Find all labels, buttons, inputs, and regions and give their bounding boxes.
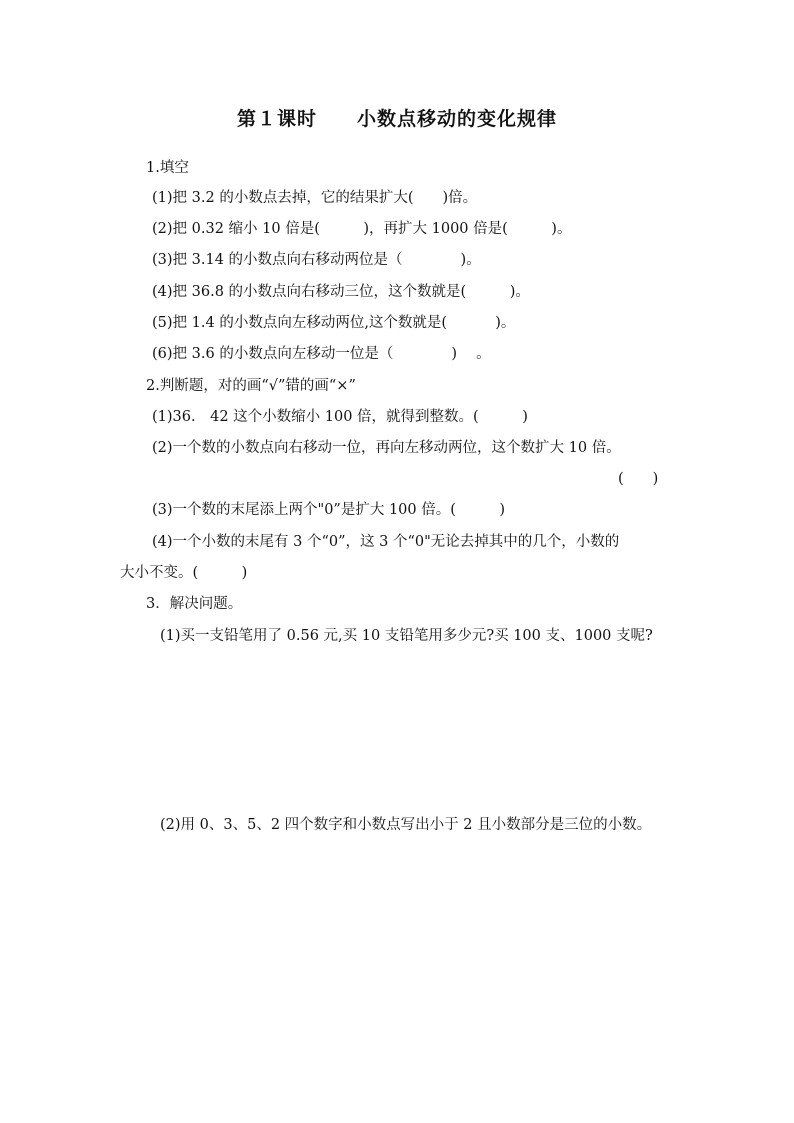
fill-item-4: (4)把 36.8 的小数点向右移动三位，这个数就是( )。: [152, 284, 530, 300]
section-2-heading: 2.判断题，对的画“√”错的画“×”: [146, 378, 356, 394]
judge-item-2-answer-paren: ( ): [618, 471, 659, 487]
fill-item-1: (1)把 3.2 的小数点去掉，它的结果扩大( )倍。: [152, 190, 478, 206]
problem-item-1: (1)买一支铅笔用了 0.56 元,买 10 支铅笔用多少元?买 100 支、1000 支呢?: [160, 628, 653, 644]
fill-item-6: (6)把 3.6 的小数点向左移动一位是（ ) 。: [152, 346, 491, 362]
section-1-heading: 1.填空: [146, 160, 189, 176]
judge-item-4-line-1: (4)一个小数的末尾有 3 个“0”，这 3 个“0"无论去掉其中的几个，小数的: [152, 534, 620, 550]
page-title: 第１课时 小数点移动的变化规律: [236, 108, 557, 130]
section-3-heading: 3．解决问题。: [146, 596, 243, 612]
problem-item-2: (2)用 0、3、5、2 四个数字和小数点写出小于 2 且小数部分是三位的小数。: [160, 817, 652, 833]
judge-item-3: (3)一个数的末尾添上两个"0”是扩大 100 倍。( ): [152, 502, 506, 518]
fill-item-5: (5)把 1.4 的小数点向左移动两位,这个数就是( )。: [152, 315, 516, 331]
judge-item-2: (2)一个数的小数点向右移动一位，再向左移动两位，这个数扩大 10 倍。: [152, 440, 621, 456]
judge-item-1: (1)36. 42 这个小数缩小 100 倍，就得到整数。( ): [152, 409, 528, 425]
fill-item-2: (2)把 0.32 缩小 10 倍是( )，再扩大 1000 倍是( )。: [152, 221, 572, 237]
judge-item-4-line-2: 大小不变。( ): [120, 565, 248, 581]
fill-item-3: (3)把 3.14 的小数点向右移动两位是（ )。: [152, 252, 481, 268]
